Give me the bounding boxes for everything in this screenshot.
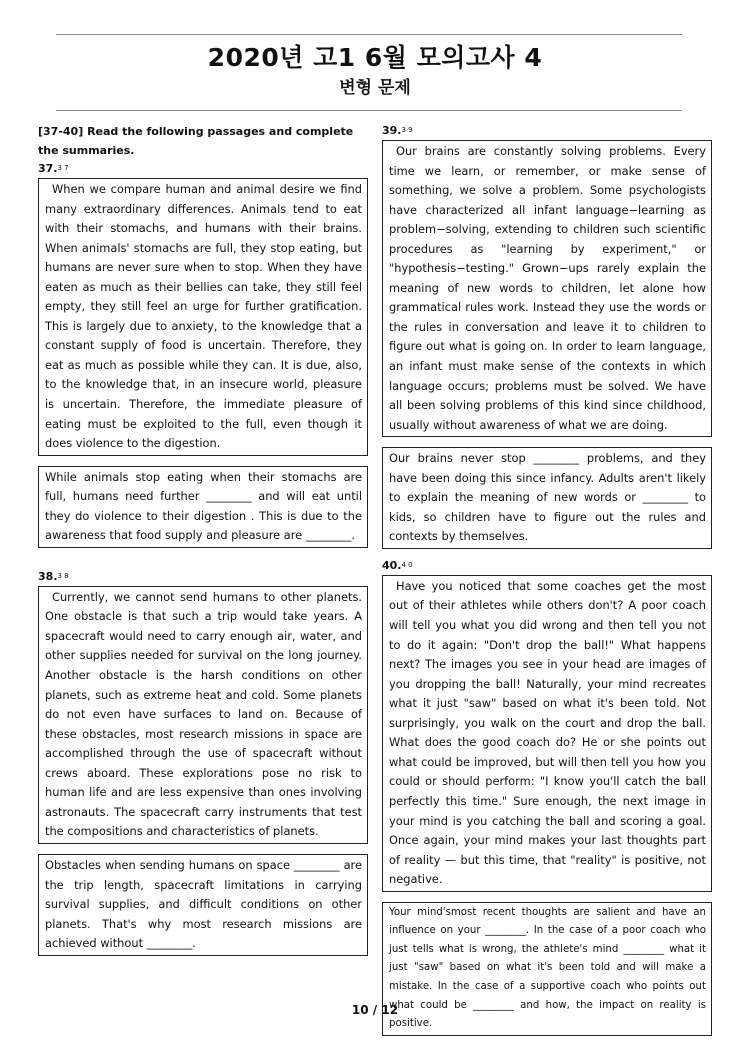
question-37-number: 37.$^{3 7}$ (38, 162, 69, 175)
question-37-summary: While animals stop eating when their stomachs are full, humans need further ________ and will eat until they do violence to their digestion . This is due to the awareness that food supply and pleasure are ________. (38, 466, 368, 548)
question-39-passage: Our brains are constantly solving problems. Every time we learn, or remember, or make sense of something, we solve a problem. Some psychologists have characterized all infant language−learning as problem−solving, extending to children such scientific procedures as "learning by experiment," or "hypothesis−testing." Grown−ups rarely explain the meaning of new words to children, let alone how grammatical rules work. Instead they use the words or the rules in conversation and leave it to children to figure out what is going on. In order to learn language, an infant must make sense of the contexts in which language occurs; problems must be solved. We have all been solving problems of this kind since childhood, usually without awareness of what we are doing. (382, 140, 712, 437)
right-column (382, 122, 712, 1036)
question-40-summary: Your mind'smost recent thoughts are salient and have an influence on your ________. In the case of a poor coach who just tells what is wrong, the athlete's mind ________ what it just "saw" based on what it's been told and will make a mistake. In the case of a supportive coach who points out what could be ________ and how, the impact on reality is positive. (382, 902, 712, 1036)
header-bottom-rule (56, 110, 682, 111)
left-column (38, 122, 368, 956)
question-38-summary: Obstacles when sending humans on space ________ are the trip length, spacecraft limitations in carrying survival supplies, and difficult conditions on other planets. That's why most research missions are achieved without ________. (38, 854, 368, 956)
question-40-number: 40.$^{4 0}$ (382, 558, 413, 572)
page-number: 10 / 12 (351, 1003, 399, 1017)
question-39-mark: 3 9 (401, 126, 413, 134)
question-39-number: 39.$^{3 9}$ (382, 124, 413, 137)
question-40-mark: 4 0 (401, 560, 413, 569)
question-40-passage: Have you noticed that some coaches get the most out of their athletes while others don't? A poor coach will tell you what you did wrong and then tell you not to do it again: "Don't drop the ball!" What happens next? The images you see in your head are images of you dropping the ball! Naturally, your mind recreates what it just "saw" based on what it's been told. Not surprisingly, you walk on the court and drop the ball. What does the good coach do? He or she points out what could be improved, but will then tell you how you could or should perform: "I know you'll catch the ball perfectly this time." Sure enough, the next image in your mind is you catching the ball and scoring a goal. Once again, your mind makes your last thoughts part of reality — but this time, that "reality" is positive, not negative. (382, 575, 712, 892)
question-37-mark: 3 7 (57, 164, 69, 172)
question-38-number: 38.$^{3 8}$ (38, 569, 69, 583)
question-37-passage: When we compare human and animal desire we find many extraordinary differences. Animals tend to eat with their stomachs, and humans with their brains. When animals' stomachs are full, they stop eating, but humans are never sure when to stop. When they have eaten as much as their bellies can take, they still feel empty, they still feel an urge for further gratification. This is largely due to anxiety, to the knowledge that a constant supply of food is uncertain. Therefore, they eat as much as possible while they can. It is due, also, to the knowledge that, in an insecure world, pleasure is uncertain. Therefore, the immediate pleasure of eating must be exploited to the full, even though it does violence to the digestion. (38, 178, 368, 456)
top-rule (56, 34, 682, 35)
page-subtitle: 변형 문제 (339, 78, 411, 98)
question-38-mark: 3 8 (57, 571, 69, 580)
question-38-passage: Currently, we cannot send humans to other planets. One obstacle is that such a trip would take years. A spacecraft would need to carry enough air, water, and other supplies needed for survival on the long journey. Another obstacle is the harsh conditions on other planets, such as extreme heat and cold. Some planets do not even have surfaces to land on. Because of these obstacles, most research missions in space are accomplished through the use of spacecraft without crews aboard. These explorations pose no risk to human life and are less expensive than ones involving astronauts. The spacecraft carry instruments that test the compositions and characteristics of planets. (38, 586, 368, 844)
page-title: 2020년 고1 6월 모의고사 4 (207, 43, 543, 72)
instructions-heading: [37-40] Read the following passages and complete the summaries. (38, 125, 354, 157)
question-39-summary: Our brains never stop ________ problems, and they have been doing this since infancy. Adults aren't likely to explain the meaning of new words or ________ to kids, so children have to figure out the rules and contexts by themselves. (382, 447, 712, 549)
